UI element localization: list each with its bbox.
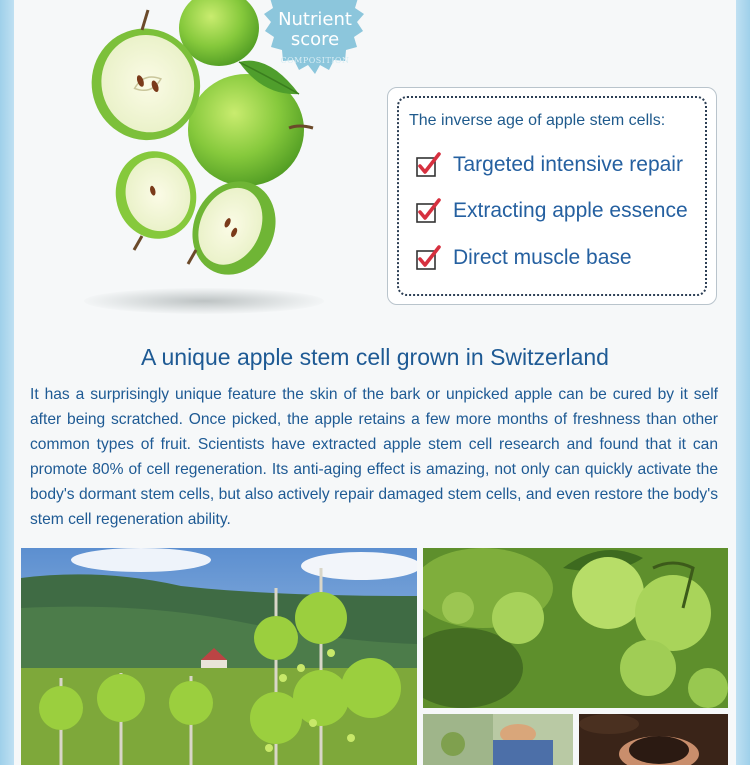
card-item-label: Extracting apple essence	[453, 199, 688, 222]
card-item-label: Targeted intensive repair	[453, 153, 683, 176]
card-heading: The inverse age of apple stem cells:	[409, 112, 666, 129]
checkbox-checked-icon	[415, 152, 441, 178]
orchard-photo	[21, 548, 417, 765]
card-item	[415, 150, 683, 180]
product-page	[14, 0, 736, 765]
checkbox-checked-icon	[415, 245, 441, 271]
nutrient-score-badge	[256, 0, 374, 88]
gardener-photo	[423, 714, 573, 765]
checkbox-checked-icon	[415, 198, 441, 224]
card-item	[415, 243, 632, 273]
feature-card	[387, 87, 717, 305]
badge-title	[256, 10, 374, 50]
apple-shadow	[84, 288, 324, 314]
badge-title-line1: Nutrient	[278, 9, 352, 30]
section-paragraph: It has a surprisingly unique feature the skin of the bark or unpicked apple can be cured by it self after being scratched. Once picked, the apple retains a few more months of freshness than other common types of fruit. Scientists have extracted apple stem cell research and found that it can promote 80% of cell regeneration. Its anti-aging effect is amazing, not only can quickly activate the body's dormant stem cells, but also actively repair damaged stem cells, and even restore the body's stem cell regeneration ability.	[30, 386, 718, 528]
badge-subtitle: COMPOSITION	[280, 56, 350, 65]
card-item	[415, 196, 688, 226]
section-title: A unique apple stem cell grown in Switzerland	[141, 344, 609, 370]
badge-title-line2: score	[290, 29, 340, 50]
soil-hands-photo	[579, 714, 728, 765]
card-item-label: Direct muscle base	[453, 246, 632, 269]
card-dotted-border	[397, 96, 707, 296]
apples-on-tree-photo	[423, 548, 728, 708]
